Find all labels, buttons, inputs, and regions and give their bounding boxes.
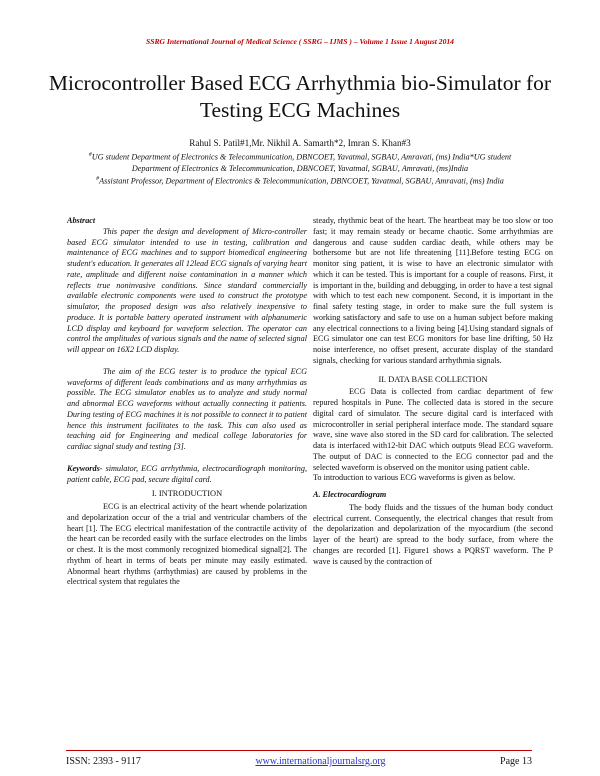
subsection-a-heading: A. Electrocardiogram <box>313 490 387 499</box>
paper-title: Microcontroller Based ECG Arrhythmia bio-Simulator for Testing ECG Machines <box>48 71 552 122</box>
section-1-heading: I. INTRODUCTION <box>151 489 223 499</box>
section-2-heading: II. DATA BASE COLLECTION <box>378 374 488 384</box>
affiliation-1-text: UG student Department of Electronics & Telecommunication, DBNCOET, Yavatmal, SGBAU, Amravati, (ms) India*UG student Department of Electronics & Telecommunication, DBNCOET, Yavatmal, SGBAU, Amravati, (ms)India <box>91 152 512 173</box>
keywords-label: Keywords- <box>67 463 103 473</box>
right-paragraph-1: steady, rhythmic beat of the heart. The heartbeat may be too slow or too fast; it may remain steady or became chaotic. Some arrhythmias are dangerous and cause sudden cardiac death, while others may be bothersome but are not life threatening [11].Before testing ECG on monitor sing patient, it is wise to have an electronic simulator with which it can be tested. This is important for a couple of reasons. First, it is important in the, building and debugging, in order to have a test signal with which to test each new component. Second, it is important in the final safety testing stage, in order to make sure the full system is working satisfactory and safe to use on a human subject before making any electrical connections to a living being [4].Using standard signals of ECG simulator one can test ECG monitors for base line drifting, 50 Hz noise interference, no offset present, accurate display of the standard signals, checking for various standard arrhythmia signals. <box>313 216 553 365</box>
footer-rule <box>66 750 532 751</box>
right-column <box>313 216 553 567</box>
section-2-paragraph-2: To introduction to various ECG waveforms is given as below. <box>313 473 516 483</box>
affiliations <box>80 150 520 186</box>
affiliation-1-mark: # <box>88 152 92 158</box>
affiliation-2-mark: # <box>96 175 100 182</box>
abstract-paragraph-2: The aim of the ECG tester is to produce the typical ECG waveforms of different leads combinations and as many arrhythmias as possible. The ECG simulator enables us to analyze and study normal and abnormal ECG waveforms without actually connecting it patients. During testing of ECG machines it is not possible to connect it to patient hence this instrument facilitates to the task. This can also used as teaching aid for Engineering and medical college laboratories for cardiac signal study and testing [3]. <box>67 366 307 451</box>
page-footer <box>66 756 532 767</box>
keywords-text: simulator, ECG arrhythmia, electrocardiograph monitoring, patient cable, ECG pad, secure digital card. <box>67 463 307 484</box>
section-1-paragraph: ECG is an electrical activity of the heart whende polarization and depolarization occur of the a trial and ventricular chambers of the heart [1]. The ECG electrical manifestation of the contractile activity of the heart can be recorded easily with the surface electrodes on the limbs or chest. It is the most commonly recognized biomedical signal[2]. The rhythm of heart in terms of beats per minute may easily estimated. Abnormal heart rhythms (arrhythmias) are caused by problems in the electrical system that regulates the <box>67 502 307 587</box>
journal-header: SSRG International Journal of Medical Science ( SSRG – IJMS ) – Volume 1 Issue 1 August 2014 <box>146 37 454 46</box>
footer-issn: ISSN: 2393 - 9117 <box>66 756 141 767</box>
affiliation-2 <box>80 174 520 187</box>
author-list: Rahul S. Patil#1,Mr. Nikhil A. Samarth*2, Imran S. Khan#3 <box>189 138 411 148</box>
abstract-paragraph-1 <box>67 216 307 356</box>
keywords <box>67 464 307 486</box>
abstract-text-1: This paper the design and development of Micro-controller based ECG simulator intended to use in testing, calibration and maintenance of ECG machines and to support biomedical engineering student's education. It generates all 12lead ECG signals of varying heart rate, amplitude and different noise contamination in a manner which reflects true noninvasive conditions. Since standard commercially available electronic components were used to construct the prototype simulator, the proposed design was also relatively inexpensive to produce. It is portable battery operated instrument with alphanumeric LCD display and keyboard for waveform selection. The operator can control the amplitudes of various signals and the name of selected signal will appear on 16X2 LCD display. <box>67 226 307 354</box>
footer-page-number: Page 13 <box>500 756 532 767</box>
affiliation-2-text: Assistant Professor, Department of Electronics & Telecommunication, DBNCOET, Yavatmal, SGBAU, Amravati, (ms) India <box>99 176 504 186</box>
affiliation-1 <box>80 150 520 174</box>
abstract-label: Abstract <box>67 216 96 225</box>
section-2-paragraph: ECG Data is collected from cardiac department of few repured hospitals in Pune. The collected data is stored in the secure digital card of simulator. The secure digital card is interfaced with microcontroller in serial peripheral interface mode. The standard square wave, sine wave also stored in the SD card for calibration. The selected data is interfaced with12-bit DAC which outputs 9lead ECG waveform. The output of DAC is connected to the ECG connector pad and the selected waveform is observed on the monitor using patient cable. <box>313 387 553 472</box>
subsection-a-paragraph: The body fluids and the tissues of the human body conduct electrical current. Consequently, the electrical changes that result from the depolarization and depolarization of the myocardium (the second layer of the heart) are spread to the body surface, from where the changes are recorded [1]. Figure1 shows a PQRST waveform. The P wave is caused by the contraction of <box>313 502 553 566</box>
left-column <box>67 216 307 588</box>
footer-url-link[interactable]: www.internationaljournalsrg.org <box>255 756 386 767</box>
